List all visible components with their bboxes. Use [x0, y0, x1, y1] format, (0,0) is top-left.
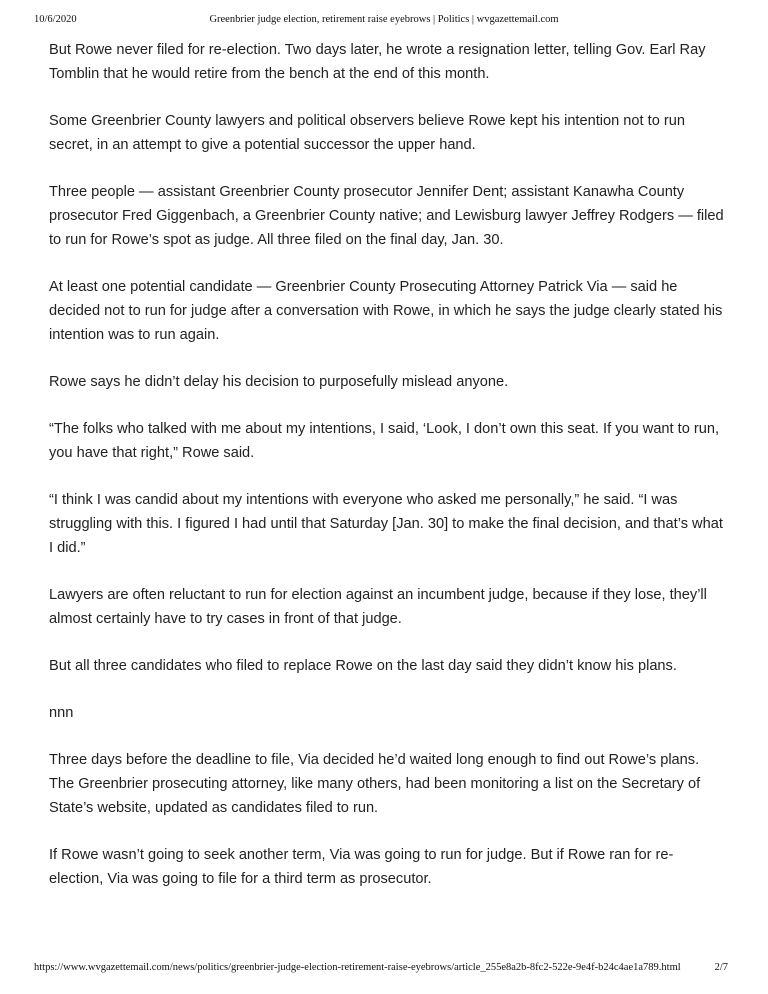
- article-paragraph: Lawyers are often reluctant to run for election against an incumbent judge, because if they lose, they’ll almost certainly have to try cases in front of that judge.: [49, 587, 707, 627]
- print-url: https://www.wvgazettemail.com/news/politics/greenbrier-judge-election-retirement-raise-eyebrows/article_255e8a2b-8fc2-522e-9e4f-b24c4ae1a789.html: [34, 962, 681, 973]
- article-paragraph: Rowe says he didn’t delay his decision to purposefully mislead anyone.: [49, 374, 509, 390]
- section-break: nnn: [49, 705, 74, 721]
- article-paragraph: If Rowe wasn’t going to seek another term, Via was going to run for judge. But if Rowe ran for re-election, Via was going to file for a third term as prosecutor.: [49, 847, 674, 887]
- print-page-title: Greenbrier judge election, retirement raise eyebrows | Politics | wvgazettemail.com: [209, 14, 559, 25]
- article-paragraph: But all three candidates who filed to replace Rowe on the last day said they didn’t know his plans.: [49, 658, 677, 674]
- article-paragraph: Three days before the deadline to file, Via decided he’d waited long enough to find out Rowe’s plans. The Greenbrier prosecuting attorney, like many others, had been monitoring a list on the Secretary of State’s website, updated as candidates filed to run.: [49, 752, 701, 816]
- article-paragraph: “The folks who talked with me about my intentions, I said, ‘Look, I don’t own this seat. If you want to run, you have that right,” Rowe said.: [49, 421, 720, 461]
- page-number: 2/7: [714, 962, 728, 973]
- article-paragraph: Some Greenbrier County lawyers and political observers believe Rowe kept his intention not to run secret, in an attempt to give a potential successor the upper hand.: [49, 113, 685, 153]
- print-footer: [34, 962, 734, 978]
- print-header: [34, 14, 734, 30]
- article-paragraph: But Rowe never filed for re-election. Two days later, he wrote a resignation letter, telling Gov. Earl Ray Tomblin that he would retire from the bench at the end of this month.: [49, 42, 706, 82]
- article-paragraph: Three people — assistant Greenbrier County prosecutor Jennifer Dent; assistant Kanawha County prosecutor Fred Giggenbach, a Greenbrier County native; and Lewisburg lawyer Jeffrey Rodgers — filed to run for Rowe’s spot as judge. All three filed on the final day, Jan. 30.: [49, 184, 724, 248]
- print-date: 10/6/2020: [34, 14, 77, 25]
- article-paragraph: “I think I was candid about my intentions with everyone who asked me personally,” he said. “I was struggling with this. I figured I had until that Saturday [Jan. 30] to make the final decision, and that’s what I did.”: [49, 492, 723, 556]
- article-body: [49, 38, 724, 914]
- article-paragraph: At least one potential candidate — Greenbrier County Prosecuting Attorney Patrick Via — said he decided not to run for judge after a conversation with Rowe, in which he says the judge clearly stated his intention was to run again.: [49, 279, 723, 343]
